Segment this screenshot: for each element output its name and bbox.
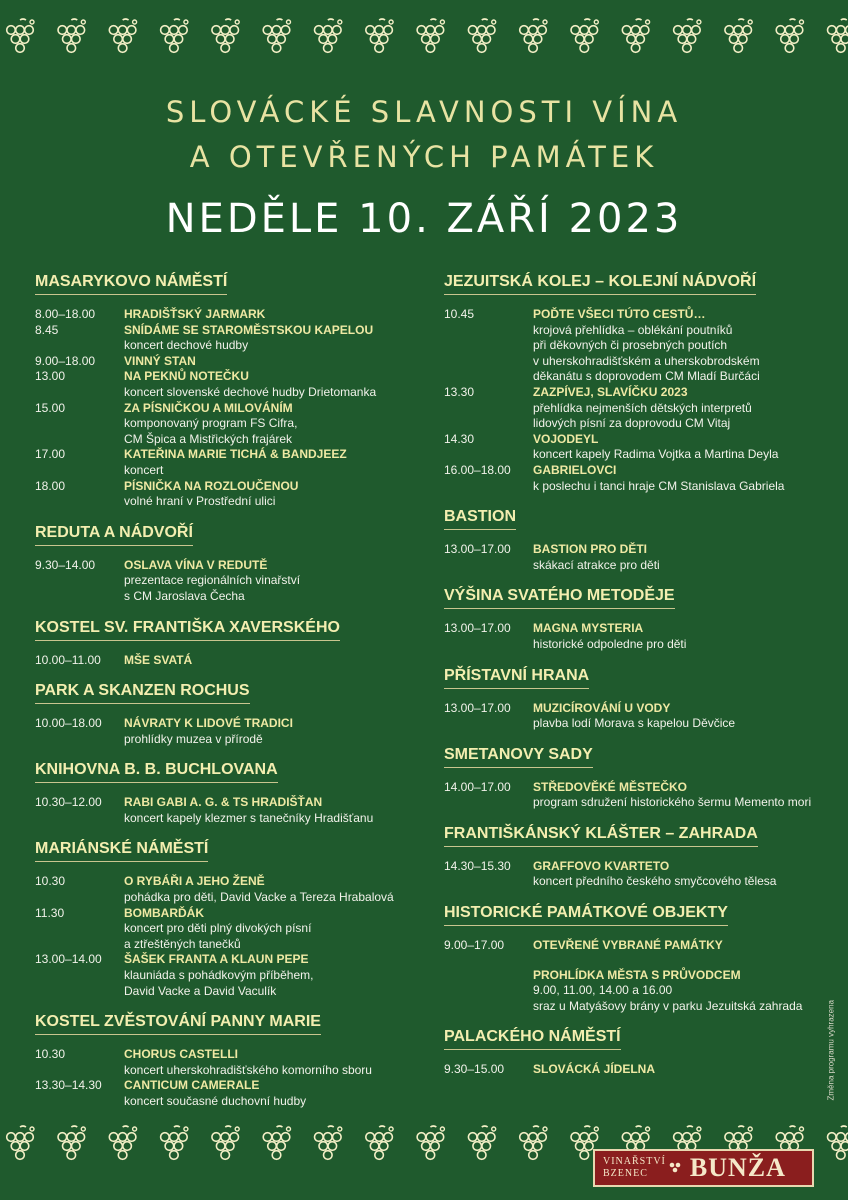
event-row	[35, 716, 420, 747]
event-time: 9.30–15.00	[444, 1062, 505, 1077]
event-row	[444, 780, 834, 811]
event-description: koncert slovenské dechové hudby Drietomanka	[124, 384, 377, 399]
event-name: BASTION PRO DĚTI	[533, 542, 648, 557]
event-name: GRAFFOVO KVARTETO	[533, 858, 670, 873]
venue-section	[35, 270, 420, 510]
event-time: 10.30	[35, 1047, 66, 1062]
event-time: 13.00–17.00	[444, 542, 511, 557]
event-description: sraz u Matyášovy brány v parku Jezuitská zahrada	[533, 998, 803, 1013]
event-description: volné hraní v Prostřední ulici	[124, 494, 276, 509]
event-time: 18.00	[35, 478, 66, 493]
event-time: 13.30	[444, 384, 475, 399]
event-time	[444, 968, 533, 1015]
event-title-line-1: SLOVÁCKÉ SLAVNOSTI VÍNA	[165, 95, 683, 129]
event-time: 9.30–14.00	[35, 557, 96, 572]
event-time: 8.45	[35, 322, 59, 337]
grape-cluster-icon	[828, 1126, 848, 1159]
event-name: MAGNA MYSTERIA	[533, 621, 644, 636]
event-time: 9.00–17.00	[444, 938, 505, 953]
event-name: SNÍDÁME SE STAROMĚSTSKOU KAPELOU	[124, 322, 374, 337]
grape-cluster-icon	[468, 1126, 495, 1159]
event-description: s CM Jaroslava Čecha	[124, 588, 245, 603]
event-row	[35, 952, 420, 999]
grape-cluster-icon	[161, 1126, 188, 1159]
event-name: ZAZPÍVEJ, SLAVÍČKU 2023	[533, 384, 688, 399]
event-name: PÍSNIČKA NA ROZLOUČENOU	[124, 478, 299, 493]
venue-section	[35, 1010, 420, 1109]
venue-title: JEZUITSKÁ KOLEJ – KOLEJNÍ NÁDVOŘÍ	[444, 270, 756, 295]
event-row	[35, 653, 420, 669]
event-time: 13.30–14.30	[35, 1078, 102, 1093]
event-time: 16.00–18.00	[444, 462, 511, 477]
venue-section	[444, 270, 834, 494]
grape-cluster-icon	[109, 19, 136, 52]
venue-title: MASARYKOVO NÁMĚSTÍ	[35, 270, 227, 295]
venue-title: FRANTIŠKÁNSKÝ KLÁŠTER – ZAHRADA	[444, 822, 758, 847]
event-description: koncert dechové hudby	[124, 338, 249, 353]
event-time: 13.00–17.00	[444, 700, 511, 715]
event-name: OTEVŘENÉ VYBRANÉ PAMÁTKY	[533, 938, 723, 953]
event-time: 10.00–11.00	[35, 652, 101, 667]
venue-section	[444, 664, 834, 732]
event-row	[35, 307, 420, 323]
venue-title: BASTION	[444, 505, 516, 530]
event-name: STŘEDOVĚKÉ MĚSTEČKO	[533, 779, 688, 794]
venue-section	[444, 743, 834, 811]
event-row	[35, 1047, 420, 1078]
venue-title: REDUTA A NÁDVOŘÍ	[35, 521, 193, 546]
event-description: koncert současné duchovní hudby	[124, 1094, 307, 1108]
event-name: BOMBARĎÁK	[124, 905, 204, 920]
grape-cluster-icon	[315, 1126, 342, 1159]
event-name: RABI GABI A. G. & TS HRADIŠŤAN	[124, 795, 323, 810]
venue-title: SMETANOVY SADY	[444, 743, 593, 768]
grape-cluster-icon	[468, 19, 495, 52]
event-row	[35, 558, 420, 605]
event-name: CANTICUM CAMERALE	[124, 1078, 260, 1093]
event-time: 11.30	[35, 905, 65, 920]
event-time: 14.30	[444, 431, 475, 446]
event-time: 9.00–18.00	[35, 353, 96, 368]
event-name: KATEŘINA MARIE TICHÁ & BANDJEEZ	[124, 447, 347, 462]
event-row	[444, 463, 834, 494]
event-time: 13.00	[35, 369, 66, 384]
grape-cluster-icon	[263, 1126, 290, 1159]
event-description: přehlídka nejmenších dětských interpretů	[533, 400, 752, 415]
event-row	[444, 701, 834, 732]
event-description: David Vacke a David Vaculík	[124, 983, 277, 998]
event-row	[444, 621, 834, 652]
event-row	[444, 1062, 834, 1078]
grape-cluster-icon	[366, 1126, 393, 1159]
event-description: pohádka pro děti, David Vacke a Tereza Hrabalová	[124, 890, 394, 905]
venue-title: PŘÍSTAVNÍ HRANA	[444, 664, 589, 689]
event-row	[35, 401, 420, 448]
event-row	[35, 1078, 420, 1109]
grape-cluster-icon	[520, 19, 547, 52]
event-time: 14.30–15.30	[444, 858, 511, 873]
venue-section	[35, 679, 420, 747]
event-row	[35, 479, 420, 510]
event-description: prohlídky muzea v přírodě	[124, 731, 263, 746]
grape-cluster-icon	[58, 1126, 85, 1159]
event-description: plavba lodí Morava s kapelou Děvčice	[533, 716, 736, 731]
event-row	[35, 795, 420, 826]
event-time: 17.00	[35, 447, 66, 462]
event-time: 10.30	[35, 874, 66, 889]
event-name: SLOVÁCKÁ JÍDELNA	[533, 1062, 656, 1077]
venue-section	[444, 1025, 834, 1078]
event-description: klauniáda s pohádkovým příběhem,	[124, 968, 314, 983]
venue-section	[35, 758, 420, 826]
event-description: koncert	[124, 462, 164, 477]
grape-cluster-icon	[622, 19, 649, 52]
venue-title: MARIÁNSKÉ NÁMĚSTÍ	[35, 837, 208, 862]
venue-title: KNIHOVNA B. B. BUCHLOVANA	[35, 758, 278, 783]
event-row	[35, 874, 420, 905]
event-description: a ztřeštěných tanečků	[124, 936, 241, 951]
event-description: program sdružení historického šermu Memento mori	[533, 795, 812, 810]
event-title-line-2: A OTEVŘENÝCH PAMÁTEK	[189, 140, 659, 174]
event-name: NÁVRATY K LIDOVÉ TRADICI	[124, 716, 293, 731]
event-name: GABRIELOVCI	[533, 462, 617, 477]
event-description: při děkovných či prosebných poutích	[533, 338, 728, 353]
grape-cluster-icon	[109, 1126, 136, 1159]
grape-cluster-icon	[212, 19, 239, 52]
event-time: 13.00–14.00	[35, 952, 102, 967]
grape-cluster-icon	[674, 19, 701, 52]
event-name: MŠE SVATÁ	[124, 652, 193, 667]
event-time: 8.00–18.00	[35, 307, 96, 321]
grape-cluster-icon	[725, 19, 752, 52]
grape-cluster-icon	[161, 19, 188, 52]
event-description: komponovaný program FS Cifra,	[124, 416, 298, 431]
event-name: VOJODEYL	[533, 431, 599, 446]
grape-cluster-icon	[520, 1126, 547, 1159]
event-description: koncert předního českého smyčcového tělesa	[533, 874, 777, 889]
program-left-column	[35, 270, 420, 1121]
event-row	[444, 385, 834, 432]
logo-line-2: BZENEC	[603, 1168, 648, 1179]
grape-cluster-icon	[58, 19, 85, 52]
grape-cluster-icon	[315, 19, 342, 52]
event-name: NA PEKNŮ NOTEČKU	[124, 369, 249, 384]
event-time: 10.30–12.00	[35, 795, 102, 810]
event-description: 9.00, 11.00, 14.00 a 16.00	[533, 983, 673, 998]
grape-cluster-icon	[7, 1126, 34, 1159]
winery-logo	[593, 1149, 814, 1187]
event-row	[35, 447, 420, 478]
grape-cluster-icon	[776, 19, 803, 52]
event-description: prezentace regionálních vinařství	[124, 573, 301, 588]
grape-cluster-icon	[417, 1126, 444, 1159]
grape-icon	[668, 1161, 682, 1175]
event-row	[35, 906, 420, 953]
grape-cluster-icon	[263, 19, 290, 52]
event-name: HRADIŠŤSKÝ JARMARK	[124, 307, 266, 321]
event-name: ŠAŠEK FRANTA A KLAUN PEPE	[124, 952, 309, 967]
event-time: 10.00–18.00	[35, 716, 102, 731]
event-row	[444, 307, 834, 385]
grape-cluster-icon	[417, 19, 444, 52]
venue-section	[444, 584, 834, 652]
event-row	[444, 938, 834, 954]
grape-cluster-icon	[828, 19, 848, 52]
event-description: koncert uherskohradišťského komorního sboru	[124, 1062, 372, 1077]
event-name: MUZICÍROVÁNÍ U VODY	[533, 700, 671, 715]
venue-section	[35, 837, 420, 999]
event-time: 14.00–17.00	[444, 779, 511, 794]
grape-cluster-icon	[571, 19, 598, 52]
venue-section	[444, 822, 834, 890]
venue-section	[35, 616, 420, 669]
event-description: koncert kapely Radima Vojtka a Martina Deyla	[533, 447, 779, 462]
event-description: koncert kapely klezmer s tanečníky Hradišťanu	[124, 810, 374, 825]
event-row	[35, 369, 420, 400]
event-description: děkanátu s doprovodem CM Mladí Burčáci	[533, 369, 760, 384]
grape-cluster-icon	[7, 19, 34, 52]
logo-brand: BUNŽA	[689, 1153, 786, 1182]
grape-cluster-icon	[366, 19, 393, 52]
event-row	[35, 354, 420, 370]
event-date: NEDĚLE 10. ZÁŘÍ 2023	[165, 196, 683, 242]
event-description: historické odpoledne pro děti	[533, 636, 687, 651]
event-name: POĎTE VŠECI TÚTO CESTŮ…	[533, 307, 706, 321]
venue-title: VÝŠINA SVATÉHO METODĚJE	[444, 584, 675, 609]
venue-title: PARK A SKANZEN ROCHUS	[35, 679, 250, 704]
event-row	[444, 859, 834, 890]
event-row	[35, 323, 420, 354]
program-change-note: Změna programu vyhrazena	[826, 1000, 835, 1101]
grape-cluster-icon	[0, 18, 848, 78]
event-name: CHORUS CASTELLI	[124, 1047, 238, 1062]
venue-title: KOSTEL ZVĚSTOVÁNÍ PANNY MARIE	[35, 1010, 321, 1035]
event-name: PROHLÍDKA MĚSTA S PRŮVODCEM	[533, 967, 741, 982]
event-time: 13.00–17.00	[444, 621, 511, 636]
program-right-column	[444, 270, 834, 1089]
venue-section	[35, 521, 420, 605]
event-description: skákací atrakce pro děti	[533, 557, 660, 572]
top-grape-border	[0, 18, 848, 78]
event-description: lidových písní za doprovodu CM Vitaj	[533, 416, 731, 431]
event-row	[444, 968, 834, 1015]
logo-line-1: VINAŘSTVÍ	[603, 1156, 666, 1167]
event-description: krojová přehlídka – oblékání poutníků	[533, 322, 733, 337]
event-time: 10.45	[444, 307, 475, 321]
event-description: k poslechu i tanci hraje CM Stanislava Gabriela	[533, 478, 785, 493]
event-row	[444, 542, 834, 573]
event-name: VINNÝ STAN	[124, 353, 196, 368]
event-name: OSLAVA VÍNA V REDUTĚ	[124, 557, 268, 572]
event-description: koncert pro děti plný divokých písní	[124, 921, 312, 936]
event-name: ZA PÍSNIČKOU A MILOVÁNÍM	[124, 400, 293, 415]
venue-section	[444, 901, 834, 1014]
event-description: CM Špica a Mistřických frajárek	[124, 431, 293, 446]
venue-title: KOSTEL SV. FRANTIŠKA XAVERSKÉHO	[35, 616, 340, 641]
event-time: 15.00	[35, 400, 66, 415]
event-row	[444, 432, 834, 463]
venue-title: PALACKÉHO NÁMĚSTÍ	[444, 1025, 621, 1050]
event-name: O RYBÁŘI A JEHO ŽENĚ	[124, 874, 265, 889]
grape-cluster-icon	[212, 1126, 239, 1159]
event-description: v uherskohradišťském a uherskobrodském	[533, 353, 760, 368]
venue-section	[444, 505, 834, 573]
venue-title: HISTORICKÉ PAMÁTKOVÉ OBJEKTY	[444, 901, 728, 926]
